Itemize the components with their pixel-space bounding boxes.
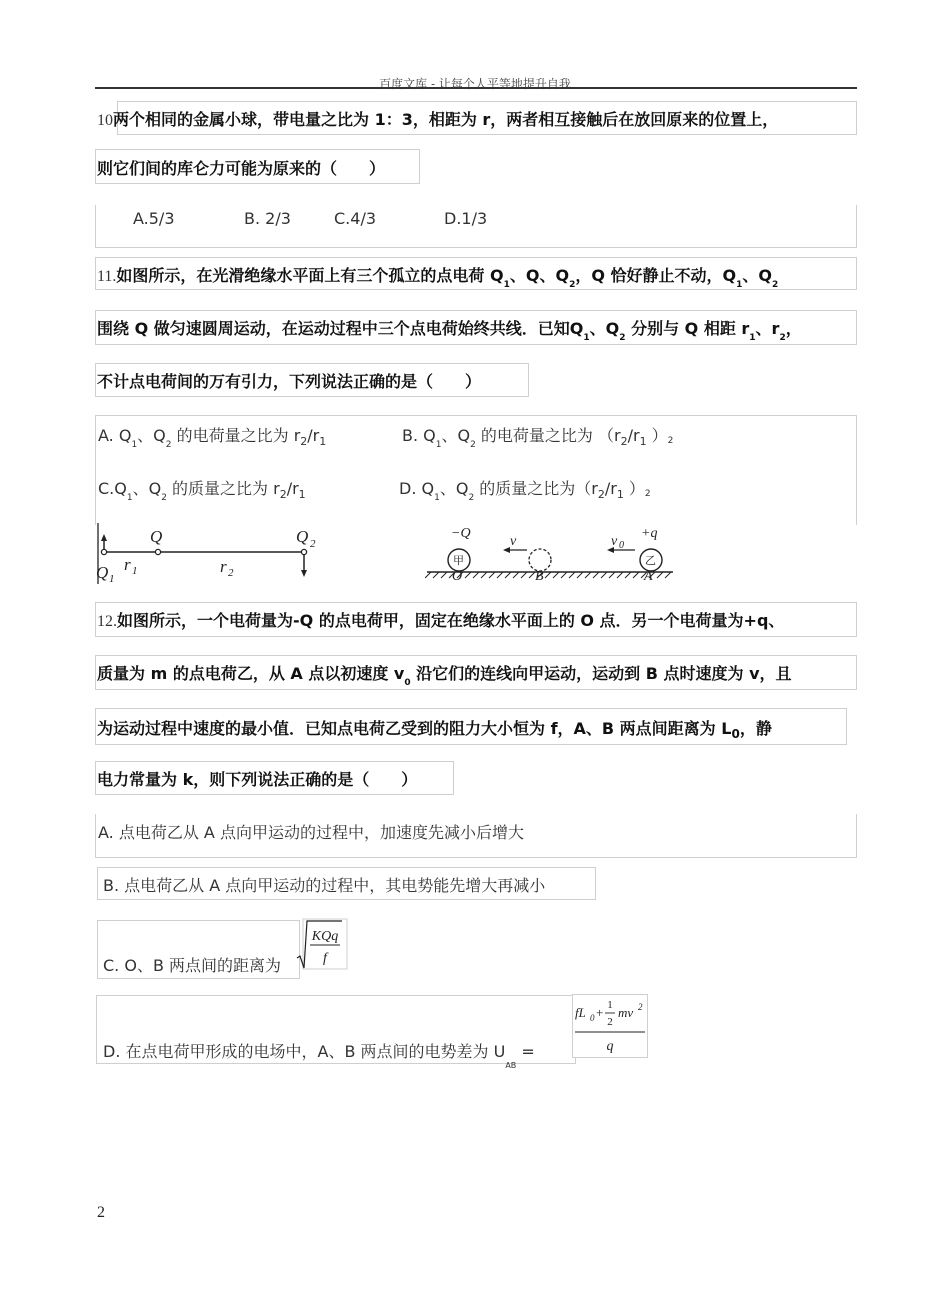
formula-d-fl: fL [575,1005,586,1020]
formula-d-fl-sub: 0 [590,1013,595,1023]
q11-a-t1: A. Q [98,426,132,445]
label-r2: r [220,557,227,576]
q11-b-t5: ） [646,426,668,445]
q1-charge-dot [101,549,106,554]
q11-d-exp: 2 [644,489,651,499]
q11-c-s4: 1 [298,488,306,501]
q11-option-a [98,423,326,450]
q12-d-t2: = [516,1042,535,1061]
formula-d-half-num: 1 [607,999,613,1011]
formula-c-numerator: KQq [311,929,339,944]
q11-l1-sub3: 1 [736,280,743,290]
q11-b-s3: 2 [620,435,628,448]
label-q2-sub: 2 [310,538,316,550]
label-o: O [452,569,463,584]
formula-c-denominator: f [323,951,327,966]
q11-a-s2: 2 [165,440,172,450]
q12-l2-sub: 0 [404,678,411,688]
q11-b-s1: 1 [435,440,442,450]
q12-l3-sub: 0 [731,727,740,741]
q10-text-1: 两个相同的金属小球，带电量之比为 1：3，相距为 r，两者相互接触后在放回原来的位置上， [113,110,779,129]
q11-b-t1: B. Q [402,426,436,445]
q11-d-t4: /r [604,479,617,498]
q11-b-exp: 2 [667,436,674,446]
q12-option-c: C. O、B 两点间的距离为 [103,956,282,975]
q12-option-d [103,1039,535,1070]
formula-d-mv-sup: 2 [638,1002,643,1012]
q12-d-t1: D. 在点电荷甲形成的电场中，A、B 两点间的电势差为 U [103,1042,506,1061]
q11-l2-e: ， [785,319,802,338]
q11-b-t3: 的电荷量之比为 （r [475,426,621,445]
q11-l1-b: 、Q、Q [509,266,570,285]
q11-d-t1: D. Q [399,479,435,498]
q11-number: 11. [97,268,117,285]
q11-l1-c: ，Q 恰好静止不动，Q [575,266,737,285]
q11-l2-sub2: 2 [619,333,626,343]
q11-a-s4: 1 [319,435,327,448]
q11-a-t4: /r [307,426,320,445]
q12-line1 [97,608,784,631]
q10-option-d: D.1/3 [444,209,488,228]
q11-l2-a: 围绕 Q 做匀速圆周运动，在运动过程中三个点电荷始终共线．已知Q [97,319,584,338]
q11-a-s1: 1 [131,440,138,450]
header-rule [95,87,857,89]
formula-d-denominator: q [606,1039,614,1054]
q12-option-a: A. 点电荷乙从 A 点向甲运动的过程中，加速度先减小后增大 [98,823,524,842]
q11-l2-sub3: 1 [749,333,756,343]
charge-at-b [529,549,551,571]
formula-d-mv: mv [618,1005,634,1020]
q11-l2-sub1: 1 [583,333,590,343]
q10-line2: 则它们间的库仑力可能为原来的（ ） [97,159,386,178]
label-yi: 乙 [645,554,656,567]
q11-l2-sub4: 2 [779,333,786,343]
q11-b-t2: 、Q [441,426,471,445]
q12-line2 [97,661,792,688]
q11-l1-sub4: 2 [772,280,779,290]
label-v0: v [611,534,618,549]
q11-d-s2: 2 [468,493,475,503]
q11-line1 [97,263,778,290]
q-charge-dot [155,549,160,554]
q11-c-s2: 2 [161,493,167,503]
q12-line4: 电力常量为 k，则下列说法正确的是（ ） [97,770,418,789]
q12-line3 [97,716,772,741]
q10-option-b: B. 2/3 [244,209,291,228]
q11-l1-a: 如图所示，在光滑绝缘水平面上有三个孤立的点电荷 Q [116,266,504,285]
q11-c-t3: 的质量之比为 r [166,479,280,498]
q11-line2 [97,316,802,343]
q11-l1-d: 、Q [742,266,772,285]
q11-c-s3: 2 [279,488,287,501]
q12-number: 12. [97,613,117,630]
label-q1: Q [96,563,109,582]
q11-d-t2: 、Q [439,479,469,498]
label-r1: r [124,555,131,574]
q11-c-t1: C.Q [98,479,127,498]
q11-line3: 不计点电荷间的万有引力，下列说法正确的是（ ） [97,372,482,391]
q11-option-c [98,476,306,503]
label-neg-q: −Q [451,526,471,541]
q11-b-t4: /r [627,426,640,445]
formula-d-plus: + [596,1005,604,1020]
label-b: B [535,569,544,584]
q11-d-s3: 2 [597,488,605,501]
q12-d-sub: AB [505,1061,517,1070]
figure-three-charges [94,520,334,586]
label-r2-sub: 2 [228,567,234,579]
label-q: Q [150,527,163,546]
label-pos-q: +q [641,526,658,541]
label-v0-sub: 0 [619,540,624,551]
formula-d-half-den: 2 [607,1016,613,1028]
q11-d-s4: 1 [616,488,624,501]
q12-l3-b: ，静 [739,719,772,738]
q11-b-s4: 1 [639,435,647,448]
q12-text-1: 如图所示，一个电荷量为-Q 的点电荷甲，固定在绝缘水平面上的 O 点．另一个电荷量为+q、 [117,611,785,630]
label-jia: 甲 [453,554,464,567]
label-q2: Q [296,527,309,546]
q11-b-s2: 2 [470,440,476,450]
q12-l2-a: 质量为 m 的点电荷乙，从 A 点以初速度 v [97,664,405,683]
q11-d-t5: ） [623,479,645,498]
q10-number: 10 [97,112,113,129]
q11-option-d [399,476,651,503]
q11-l1-sub1: 1 [503,280,510,290]
q2-charge-dot [301,549,306,554]
page-header: 百度文库 - 让每个人平等地提升自我 [379,77,571,91]
label-a: A [644,569,653,584]
q12-l2-b: 沿它们的连线向甲运动，运动到 B 点时速度为 v，且 [410,664,792,683]
q11-c-t2: 、Q [132,479,162,498]
q11-l2-d: 、r [755,319,780,338]
q11-l2-c: 分别与 Q 相距 r [625,319,750,338]
formula-sqrt-kqq-over-f [296,918,348,970]
q11-c-s1: 1 [126,493,133,503]
q11-a-t3: 的电荷量之比为 r [171,426,301,445]
label-r1-sub: 1 [132,565,138,577]
q11-a-t2: 、Q [137,426,166,445]
q11-l1-sub2: 2 [569,280,576,290]
q10-line1 [97,107,778,130]
label-v: v [510,534,517,549]
q12-option-b: B. 点电荷乙从 A 点向甲运动的过程中，其电势能先增大再减小 [103,876,546,895]
q11-option-b [402,423,673,450]
q11-l2-b: 、Q [589,319,620,338]
q11-d-t3: 的质量之比为（r [474,479,598,498]
q12-l3-a: 为运动过程中速度的最小值．已知点电荷乙受到的阻力大小恒为 f，A、B 两点间距离为 L [97,719,732,738]
formula-potential-difference [572,994,648,1058]
label-q1-sub: 1 [109,573,115,585]
q11-a-s3: 2 [300,435,308,448]
figure-charge-motion [425,524,677,584]
q10-option-c: C.4/3 [334,209,377,228]
q11-c-t4: /r [286,479,299,498]
page-number: 2 [97,1204,105,1221]
q11-d-s1: 1 [434,493,440,503]
q10-option-a: A.5/3 [133,209,175,228]
